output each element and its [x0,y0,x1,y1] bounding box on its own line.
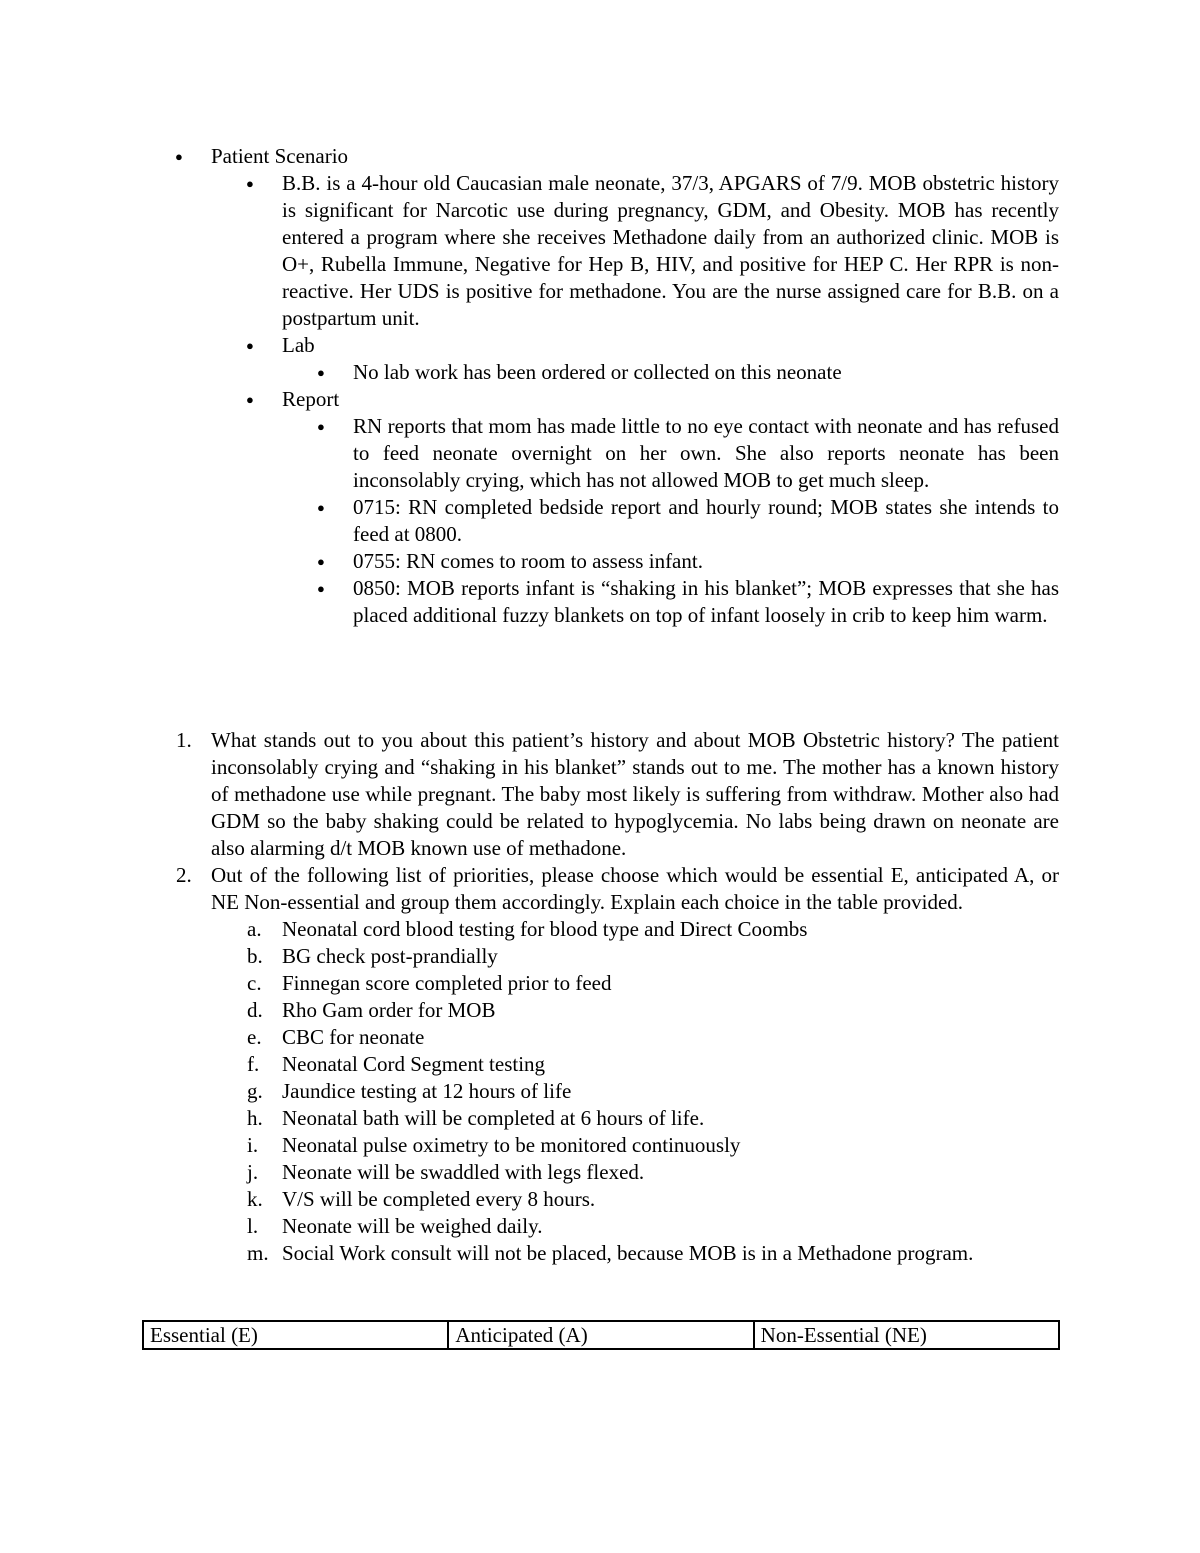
lab-heading-item [0,332,1200,359]
priority-item [0,943,1200,970]
question-number: 2. [176,863,192,887]
priority-text: Neonatal cord blood testing for blood type and Direct Coombs [282,917,808,941]
bullet-icon: ● [317,554,325,569]
priority-text: Neonate will be swaddled with legs flexed. [282,1160,645,1184]
priority-item [0,1024,1200,1051]
report-item-text: 0715: RN completed bedside report and hourly round; MOB states she intends to feed at 0800. [353,495,1059,546]
priority-text: V/S will be completed every 8 hours. [282,1187,596,1211]
priority-item [0,1132,1200,1159]
patient-scenario-list [0,143,1200,629]
lab-heading: Lab [282,333,315,357]
report-item-text: 0850: MOB reports infant is “shaking in his blanket”; MOB expresses that she has placed additional fuzzy blankets on top of infant loosely in crib to keep him warm. [353,576,1059,627]
bullet-icon: ● [175,149,183,164]
priority-letter: b. [247,944,263,968]
question-text: What stands out to you about this patient’s history and about MOB Obstetric history? The patient inconsolably crying and “shaking in his blanket” stands out to me. The mother has a known history of methadone use while pregnant. The baby most likely is suffering from withdraw. Mother also had GDM so the baby shaking could be related to hypoglycemia. No labs being drawn on neonate are also alarming d/t MOB known use of methadone. [211,728,1059,860]
priority-item [0,1105,1200,1132]
scenario-description: B.B. is a 4-hour old Caucasian male neonate, 37/3, APGARS of 7/9. MOB obstetric history is significant for Narcotic use during pregnancy, GDM, and Obesity. MOB has recently entered a program where she receives Methadone daily from an authorized clinic. MOB is O+, Rubella Immune, Negative for Hep B, HIV, and positive for HEP C. Her RPR is non-reactive. Her UDS is positive for methadone. You are the nurse assigned care for B.B. on a postpartum unit. [282,171,1059,330]
bullet-icon: ● [246,392,254,407]
priority-item [0,916,1200,943]
priority-letter: i. [247,1133,259,1157]
priority-list [0,916,1200,1267]
priority-letter: h. [247,1106,263,1130]
lab-item [0,359,1200,386]
priority-text: Social Work consult will not be placed, because MOB is in a Methadone program. [282,1241,974,1265]
scenario-heading-item [0,143,1200,170]
priority-item [0,1240,1200,1267]
bullet-icon: ● [317,365,325,380]
priority-letter: k. [247,1187,263,1211]
table-header-row [143,1321,1059,1349]
scenario-heading: Patient Scenario [211,144,349,168]
priority-text: Neonate will be weighed daily. [282,1214,543,1238]
question-number: 1. [176,728,192,752]
priority-letter: g. [247,1079,263,1103]
bullet-icon: ● [317,419,325,434]
priority-letter: f. [247,1052,260,1076]
table-header-anticipated: Anticipated (A) [448,1321,753,1349]
priority-item [0,1213,1200,1240]
priority-letter: j. [247,1160,259,1184]
priority-item [0,1159,1200,1186]
priority-table [142,1320,1060,1350]
report-heading: Report [282,387,340,411]
bullet-icon: ● [246,176,254,191]
bullet-icon: ● [246,338,254,353]
table-header-non-essential: Non-Essential (NE) [754,1321,1059,1349]
priority-item [0,1051,1200,1078]
bullet-icon: ● [317,500,325,515]
priority-letter: c. [247,971,262,995]
question-item [0,727,1200,862]
priority-letter: d. [247,998,263,1022]
report-item [0,494,1200,548]
priority-text: Neonatal pulse oximetry to be monitored continuously [282,1133,741,1157]
priority-item [0,970,1200,997]
questions-section [0,727,1200,1267]
report-item-text: RN reports that mom has made little to no eye contact with neonate and has refused to feed neonate overnight on her own. She also reports neonate has been inconsolably crying, which has not allowed MOB to get much sleep. [353,414,1059,492]
priority-letter: a. [247,917,262,941]
priority-text: Jaundice testing at 12 hours of life [282,1079,572,1103]
priority-item [0,1078,1200,1105]
report-item-text: 0755: RN comes to room to assess infant. [353,549,703,573]
scenario-description-item [0,170,1200,332]
bullet-icon: ● [317,581,325,596]
report-heading-item [0,386,1200,413]
priority-item [0,1186,1200,1213]
table-header-essential: Essential (E) [143,1321,448,1349]
question-item [0,862,1200,916]
lab-item-text: No lab work has been ordered or collected on this neonate [353,360,842,384]
priority-item [0,997,1200,1024]
question-text: Out of the following list of priorities, please choose which would be essential E, anticipated A, or NE Non-essential and group them accordingly. Explain each choice in the table provided. [211,863,1059,914]
priority-text: Neonatal bath will be completed at 6 hours of life. [282,1106,705,1130]
priority-text: CBC for neonate [282,1025,425,1049]
report-item [0,413,1200,494]
priority-text: Finnegan score completed prior to feed [282,971,612,995]
priority-text: Neonatal Cord Segment testing [282,1052,546,1076]
priority-text: Rho Gam order for MOB [282,998,496,1022]
report-item [0,548,1200,575]
priority-letter: m. [247,1241,269,1265]
priority-letter: l. [247,1214,259,1238]
priority-letter: e. [247,1025,262,1049]
priority-text: BG check post-prandially [282,944,498,968]
report-item [0,575,1200,629]
